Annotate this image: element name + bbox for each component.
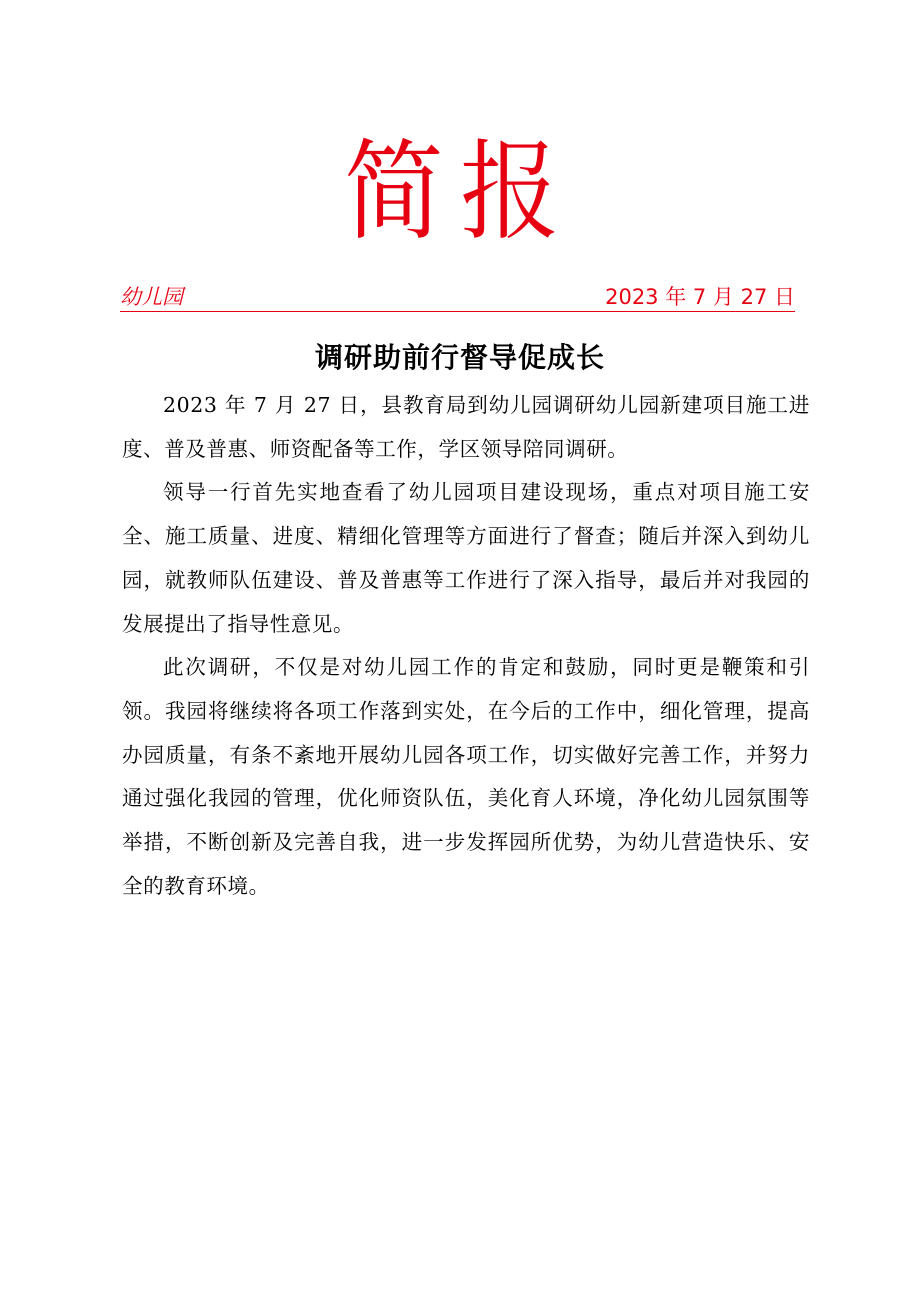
masthead-rule <box>120 283 795 312</box>
article-paragraph: 2023 年 7 月 27 日，县教育局到幼儿园调研幼儿园新建项目施工进度、普及普惠、师资配备等工作，学区领导陪同调研。 <box>122 393 810 461</box>
issuer-name: 幼儿园 <box>120 285 183 309</box>
masthead-title: 简报 <box>344 130 576 255</box>
issue-date: 2023 年 7 月 27 日 <box>605 285 795 309</box>
article-body <box>122 384 810 908</box>
article-paragraph: 领导一行首先实地查看了幼儿园项目建设现场，重点对项目施工安全、施工质量、进度、精细化管理等方面进行了督查；随后并深入到幼儿园，就教师队伍建设、普及普惠等工作进行了深入指导，最后并对我园的发展提出了指导性意见。 <box>122 480 810 636</box>
article-title: 调研助前行督导促成长 <box>314 341 605 374</box>
article-paragraph: 此次调研，不仅是对幼儿园工作的肯定和鼓励，同时更是鞭策和引领。我园将继续将各项工作落到实处，在今后的工作中，细化管理，提高办园质量，有条不紊地开展幼儿园各项工作，切实做好完善工作，并努力通过强化我园的管理，优化师资队伍，美化育人环境，净化幼儿园氛围等举措，不断创新及完善自我，进一步发挥园所优势，为幼儿营造快乐、安全的教育环境。 <box>122 655 810 898</box>
